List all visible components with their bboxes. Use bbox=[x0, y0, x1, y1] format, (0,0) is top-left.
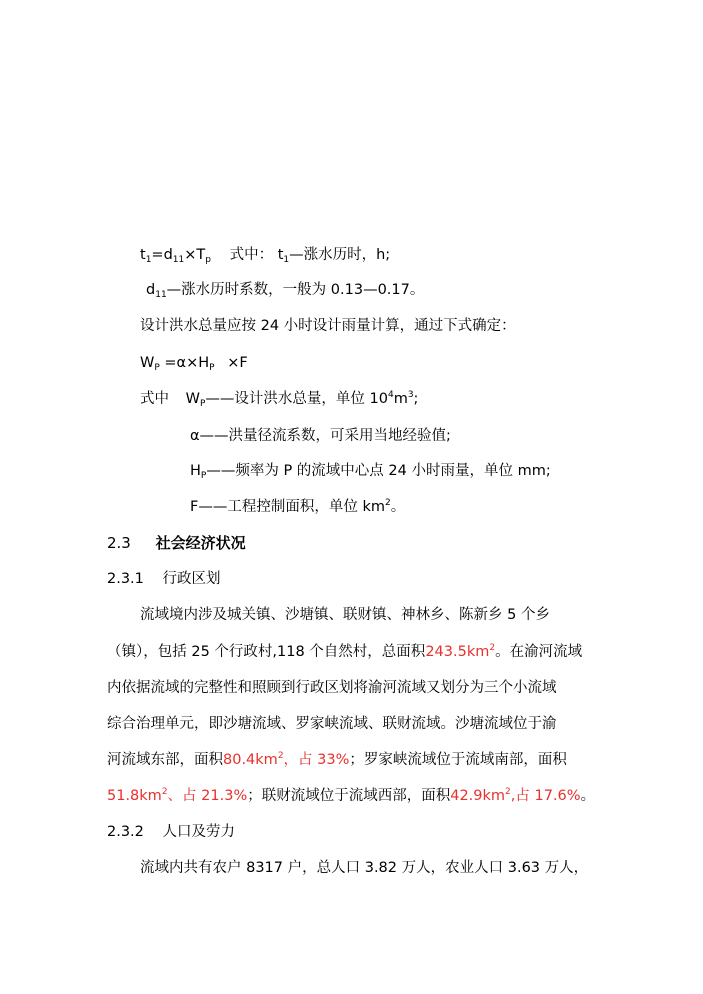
para-admin-line-5: 河流域东部，面积$80.4km^2$，占 33%；罗家峡流域位于流域南部，面积 bbox=[107, 751, 567, 768]
section-heading-2-3 bbox=[107, 533, 246, 553]
para-admin-line-4: 综合治理单元，即沙塘流域、罗家峡流域、联财流域。沙塘流域位于渝 bbox=[107, 716, 557, 732]
formula-def-alpha: α——洪量径流系数，可采用当地经验值; bbox=[190, 428, 451, 444]
para-admin-line-2: （镇），包括 25 个行政村,118 个自然村，总面积$243.5km^2$。在渝河流域 bbox=[107, 643, 583, 660]
para-population-line-1: 流域内共有农户 8317 户，总人口 3.82 万人，农业人口 3.63 万人， bbox=[140, 860, 589, 876]
para-admin-line-6: $51.8km^2$、占 21.3%；联财流域位于流域西部，面积$42.9km^2$,占 17.6%。 bbox=[107, 787, 596, 804]
section-title: 社会经济状况 bbox=[155, 534, 246, 552]
formula-def-rainfall: $H_P——$频率为 P 的流域中心点 24 小时雨量，单位 mm; bbox=[190, 463, 551, 481]
section-heading-2-3-2: 2.3.2 人口及劳力 bbox=[107, 824, 236, 840]
formula-def-volume: 式中 $W_P——$设计洪水总量，单位 $10^4m^3$; bbox=[140, 390, 419, 409]
para-admin-line-1: 流域境内涉及城关镇、沙塘镇、联财镇、神林乡、陈新乡 5 个乡 bbox=[140, 607, 550, 623]
formula-def-area: F——工程控制面积，单位 $km^2$。 bbox=[190, 498, 406, 515]
formula-coefficient-note: $d_{11}—$涨水历时系数，一般为 0.13—0.17。 bbox=[146, 282, 425, 300]
formula-rise-time: $t_1=d_{11}\times T_p$ 式中： $t_1—$涨水历时，h; bbox=[140, 247, 391, 265]
para-admin-line-3: 内依据流域的完整性和照顾到行政区划将渝河流域又划分为三个小流域 bbox=[107, 680, 557, 696]
section-number: 2.3 bbox=[107, 534, 131, 552]
section-heading-2-3-1: 2.3.1 行政区划 bbox=[107, 571, 221, 587]
flood-volume-intro: 设计洪水总量应按 24 小时设计雨量计算，通过下式确定： bbox=[140, 318, 516, 334]
formula-flood-volume: $W_P =\alpha\times H_P \times F$ bbox=[140, 355, 248, 373]
